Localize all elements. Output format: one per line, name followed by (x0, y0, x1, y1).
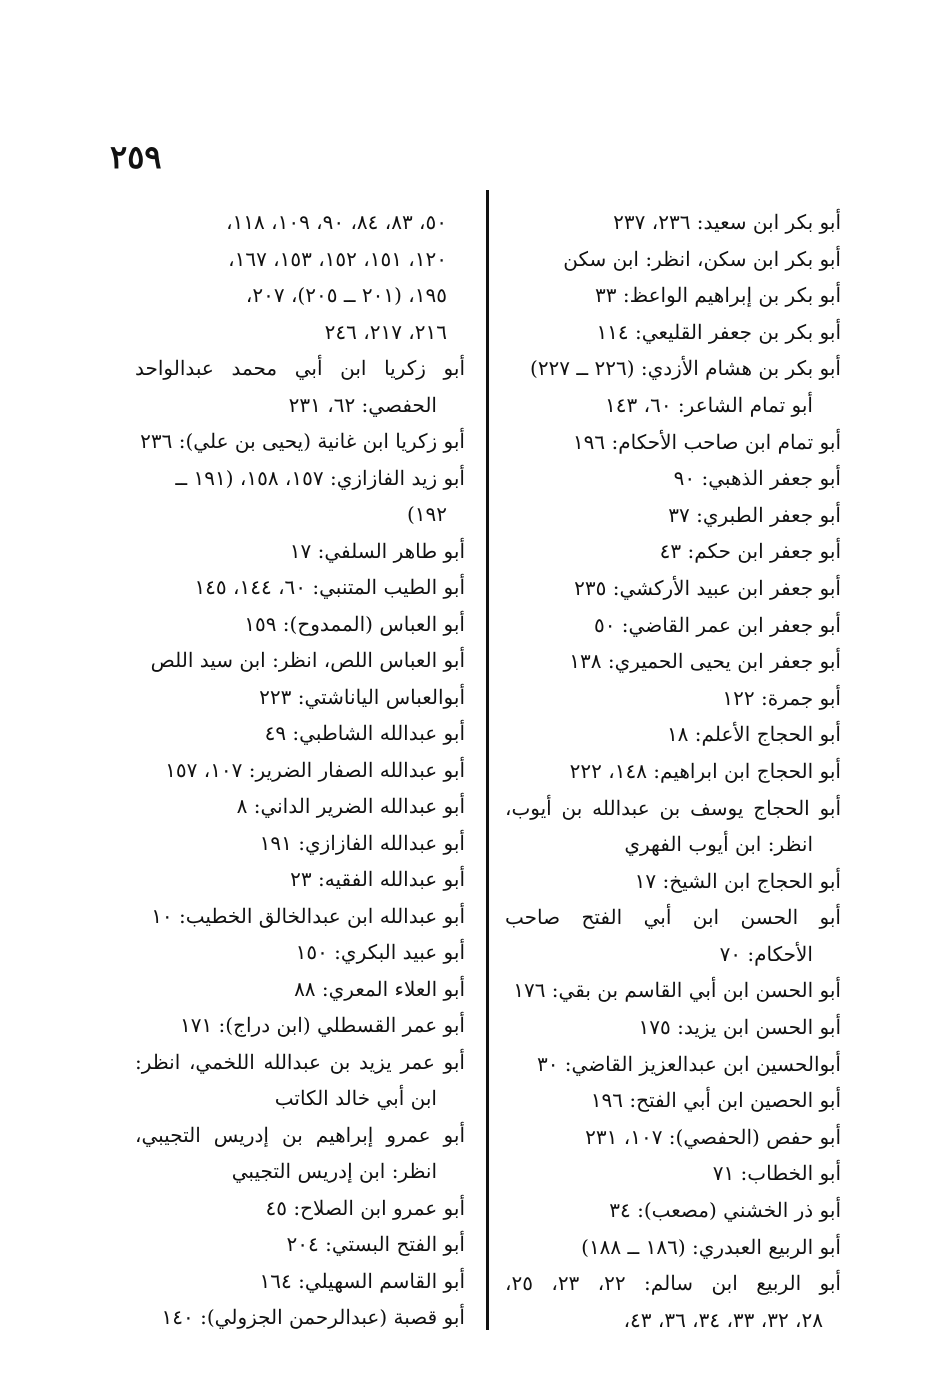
index-entry-line: أبو الربيع ابن سالم: ٢٢، ٢٣، ٢٥، (505, 1271, 841, 1296)
index-entry-line: أبوالحسين ابن عبدالعزيز القاضي: ٣٠ (536, 1051, 841, 1076)
index-entry-line: أبو عمر يزيد بن عبدالله اللخمي، انظر: (135, 1049, 465, 1074)
index-entry-line: أبو العلاء المعري: ٨٨ (294, 976, 465, 1001)
index-entry-line: أبو بكر ابن سكن، انظر: ابن سكن (563, 246, 841, 271)
index-entry-line: أبوالعباس الياناشتي: ٢٢٣ (259, 684, 465, 709)
index-entry-line: أبو الحجاج ابن ابراهيم: ١٤٨، ٢٢٢ (569, 758, 841, 783)
index-entry-line: أبو الحجاج الأعلم: ١٨ (666, 722, 841, 747)
index-entry-line: أبو تمام الشاعر: ٦٠، ١٤٣ (605, 392, 813, 417)
index-entry-line: أبو الحصين ابن أبي الفتح: ١٩٦ (590, 1088, 841, 1113)
index-entry-line: أبو بكر ابن سعيد: ٢٣٦، ٢٣٧ (613, 210, 841, 234)
index-entry-line: ٢١٦، ٢١٧، ٢٤٦ (324, 319, 447, 344)
index-entry-line: ١٩٥، (٢٠١ ــ ٢٠٥)، ٢٠٧، (245, 283, 447, 307)
index-entry-line: أبو الحسن ابن أبي القاسم بن بقي: ١٧٦ (513, 978, 841, 1003)
index-entry-line: أبو العباس اللص، انظر: ابن سيد اللص (150, 648, 465, 672)
index-entry-line: أبو جعفر الذهبي: ٩٠ (673, 466, 841, 491)
index-entry-line: أبو الحجاج يوسف بن عبدالله بن أيوب، (505, 795, 841, 820)
index-entry-line: أبو بكر بن إبراهيم الواعظ: ٣٣ (595, 283, 841, 308)
index-entry-line: أبو عمر القسطلي (ابن دراج): ١٧١ (179, 1013, 465, 1037)
index-entry-line: ٥٠، ٨٣، ٨٤، ٩٠، ١٠٩، ١١٨، (226, 210, 447, 234)
index-entry-line: انظر: ابن إدريس التجيبي (231, 1159, 437, 1183)
index-entry-line: ١٩٢) (406, 502, 447, 526)
index-entry-line: أبو قصبة (عبدالرحمن الجزولي): ١٤٠ (161, 1305, 465, 1329)
index-entry-line: أبو زيد الفازازي: ١٥٧، ١٥٨، (١٩١ ــ (175, 465, 465, 490)
index-entry-line: أبو بكر بن جعفر القليعي: ١١٤ (596, 319, 841, 344)
index-entry-line: أبو العباس (الممدوح): ١٥٩ (244, 611, 465, 636)
index-entry-line: أبو جعفر ابن عبيد الأركشي: ٢٣٥ (574, 575, 841, 600)
index-entry-line: أبو عبدالله الفقيه: ٢٣ (290, 867, 465, 891)
page-number: ٢٥٩ (110, 138, 162, 176)
index-entry-line: أبو عبدالله الشاطبي: ٤٩ (264, 721, 465, 745)
index-entry-line: الأحكام: ٧٠ (719, 941, 813, 966)
index-entry-line: أبو زكريا ابن غانية (يحيى بن علي): ٢٣٦ (140, 429, 465, 453)
index-entry-line: أبو زكريا ابن أبي محمد عبدالواحد (135, 356, 465, 380)
index-entry-line: أبو عمرو إبراهيم بن إدريس التجيبي، (135, 1122, 465, 1147)
index-entry-line: أبو الحجاج ابن الشيخ: ١٧ (634, 868, 841, 893)
index-entry-line: ابن أبي خالد الكاتب (274, 1086, 437, 1110)
index-entry-line: ٢٨، ٣٢، ٣٣، ٣٤، ٣٦، ٤٣، (623, 1307, 823, 1332)
index-entry-line: أبو الخطاب: ٧١ (712, 1161, 841, 1186)
index-entry-line: أبو الحسن ابن يزيد: ١٧٥ (638, 1015, 841, 1040)
index-entry-line: أبو عبدالله الفازازي: ١٩١ (259, 830, 465, 855)
index-column-right (505, 204, 841, 1338)
index-entry-line: أبو جعفر ابن عمر القاضي: ٥٠ (593, 612, 841, 637)
index-column-left (135, 204, 465, 1336)
index-entry-line: أبو الفتح البستي: ٢٠٤ (286, 1232, 465, 1256)
index-entry-line: أبو ذر الخشني (مصعب): ٣٤ (609, 1198, 841, 1223)
index-entry-line: أبو جعفر ابن يحيى الحميري: ١٣٨ (569, 649, 841, 674)
index-entry-line: أبو عبيد البكري: ١٥٠ (295, 940, 465, 964)
index-entry-line: أبو جعفر الطبري: ٣٧ (668, 502, 841, 527)
index-entry-line: انظر: ابن أيوب الفهري (624, 832, 813, 857)
index-entry-line: أبو عمرو ابن الصلاح: ٤٥ (265, 1195, 465, 1220)
index-entry-line: أبو حفص (الحفصي): ١٠٧، ٢٣١ (585, 1124, 841, 1149)
index-entry-line: ١٢٠، ١٥١، ١٥٢، ١٥٣، ١٦٧، (228, 246, 447, 271)
index-entry-line: أبو طاهر السلفي: ١٧ (289, 538, 465, 563)
index-entry-line: أبو عبدالله الصفار الضرير: ١٠٧، ١٥٧ (165, 757, 465, 782)
index-entry-line: الحفصي: ٦٢، ٢٣١ (288, 392, 437, 417)
index-entry-line: أبو تمام ابن صاحب الأحكام: ١٩٦ (572, 429, 841, 454)
index-entry-line: أبو الحسن ابن أبي الفتح صاحب (505, 905, 841, 930)
index-entry-line: أبو بكر بن هشام الأزدي: (٢٢٦ ــ ٢٢٧) (530, 356, 841, 381)
index-entry-line: أبو عبدالله ابن عبدالخالق الخطيب: ١٠ (151, 903, 465, 928)
index-entry-line: أبو عبدالله الضرير الداني: ٨ (236, 794, 465, 818)
index-entry-line: أبو القاسم السهيلي: ١٦٤ (259, 1268, 465, 1293)
column-divider (486, 190, 489, 1330)
index-entry-line: أبو جمرة: ١٢٢ (722, 685, 841, 710)
index-entry-line: أبو جعفر ابن حكم: ٤٣ (659, 539, 841, 564)
index-entry-line: أبو الطيب المتنبي: ٦٠، ١٤٤، ١٤٥ (194, 575, 465, 599)
index-entry-line: أبو الربيع العبدري: (١٨٦ ــ ١٨٨) (581, 1234, 841, 1259)
